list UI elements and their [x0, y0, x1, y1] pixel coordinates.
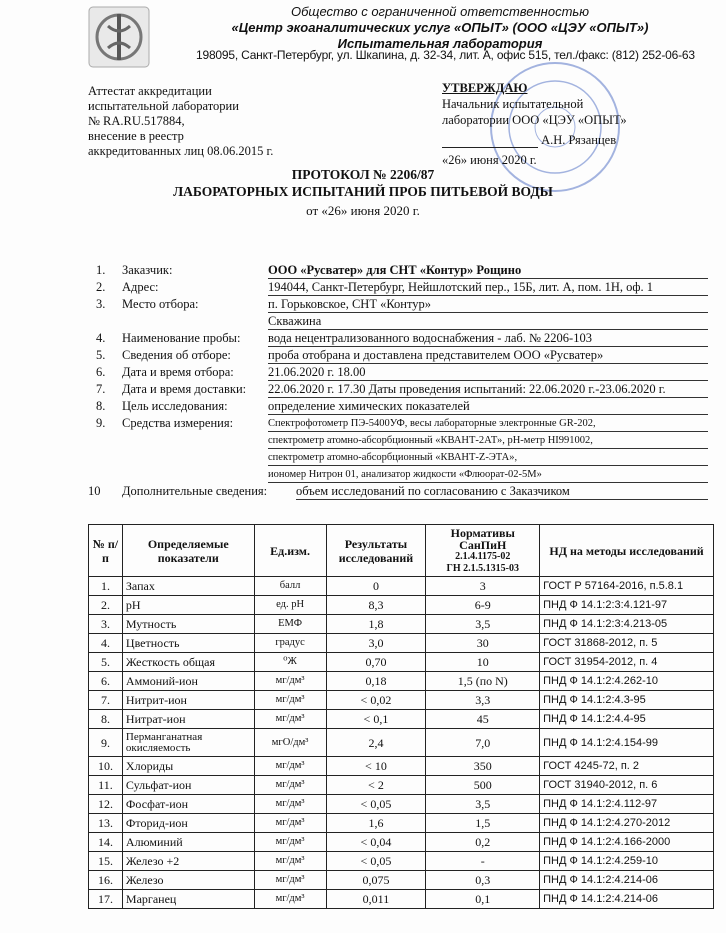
row-num: 9. [89, 729, 123, 757]
org-line2: «Центр экоаналитических услуг «ОПЫТ» (ООО «ЦЭУ «ОПЫТ») [231, 20, 649, 35]
info-row [88, 432, 708, 449]
org-line1: Общество с ограниченной ответственностью [290, 4, 590, 19]
row-name: Железо [122, 871, 254, 890]
info-num: 2. [96, 280, 106, 294]
info-label: Дата и время доставки: [122, 382, 247, 396]
table-row [89, 729, 714, 757]
header-method: НД на методы исследований [540, 525, 714, 577]
row-num: 17. [89, 890, 123, 909]
protocol-date: от «26» июня 2020 г. [306, 203, 420, 218]
info-value: спектрометр атомно-абсорбционный «КВАНТ-2АТ», рН-метр HI991002, [268, 432, 708, 449]
accred-line1: Аттестат аккредитации [88, 84, 212, 98]
organization-header [170, 4, 710, 52]
row-result: < 2 [326, 776, 426, 795]
row-name: Железо +2 [122, 852, 254, 871]
row-norm: 0,3 [426, 871, 540, 890]
approval-signer: А.Н. Рязанцев [541, 133, 617, 147]
info-value: спектрометр атомно-абсорбционный «КВАНТ-Z-ЭТА», [268, 449, 708, 466]
row-norm: 0,1 [426, 890, 540, 909]
info-num: 3. [96, 297, 106, 311]
row-name: Мутность [122, 615, 254, 634]
info-value: определение химических показателей [268, 398, 708, 415]
table-row [89, 634, 714, 653]
row-num: 16. [89, 871, 123, 890]
approval-date: «26» июня 2020 г. [442, 153, 537, 167]
accred-line5: аккредитованных лиц 08.06.2015 г. [88, 144, 274, 158]
row-norm: 3,5 [426, 615, 540, 634]
info-value: 21.06.2020 г. 18.00 [268, 364, 708, 381]
header-norm-line3: 2.1.4.1175-02 [455, 550, 511, 562]
table-row [89, 596, 714, 615]
header-norm-line4: ГН 2.1.5.1315-03 [446, 562, 519, 574]
row-norm: - [426, 852, 540, 871]
info-list [88, 262, 708, 500]
row-num: 5. [89, 653, 123, 672]
row-method: ПНД Ф 14.1:2:4.259-10 [540, 852, 714, 871]
row-result: < 0,1 [326, 710, 426, 729]
row-name: Запах [122, 577, 254, 596]
row-name: Алюминий [122, 833, 254, 852]
row-unit: мг/дм³ [254, 757, 326, 776]
row-unit: мг/дм³ [254, 814, 326, 833]
accred-line3: № RA.RU.517884, [88, 114, 185, 128]
row-unit: мгО/дм³ [254, 729, 326, 757]
row-num: 10. [89, 757, 123, 776]
table-row [89, 577, 714, 596]
row-num: 8. [89, 710, 123, 729]
row-name: Сульфат-ион [122, 776, 254, 795]
row-result: < 10 [326, 757, 426, 776]
header-norm [426, 525, 540, 577]
row-method: ПНД Ф 14.1:2:4.4-95 [540, 710, 714, 729]
info-row-extra [88, 483, 708, 500]
row-method: ПНД Ф 14.1:2:4.214-06 [540, 871, 714, 890]
row-unit: градус [254, 634, 326, 653]
row-result: 0,075 [326, 871, 426, 890]
row-num: 3. [89, 615, 123, 634]
row-method: ГОСТ 4245-72, п. 2 [540, 757, 714, 776]
row-num: 6. [89, 672, 123, 691]
row-result: < 0,05 [326, 852, 426, 871]
row-method: ПНД Ф 14.1:2:3:4.121-97 [540, 596, 714, 615]
row-result: 2,4 [326, 729, 426, 757]
org-line3: Испытательная лаборатория [337, 36, 543, 51]
row-unit: мг/дм³ [254, 871, 326, 890]
table-row [89, 833, 714, 852]
header-norm-line2: СанПиН [459, 537, 507, 552]
row-norm: 45 [426, 710, 540, 729]
info-row [88, 262, 708, 279]
row-unit: мг/дм³ [254, 795, 326, 814]
row-result: 1,8 [326, 615, 426, 634]
info-label: Место отбора: [122, 297, 199, 311]
info-row [88, 330, 708, 347]
row-result: < 0,02 [326, 691, 426, 710]
row-result: 0,011 [326, 890, 426, 909]
info-row [88, 449, 708, 466]
row-result: 3,0 [326, 634, 426, 653]
table-row [89, 852, 714, 871]
row-method: ПНД Ф 14.1:2:4.3-95 [540, 691, 714, 710]
info-value: иономер Нитрон 01, анализатор жидкости «Флюорат-02-5М» [268, 466, 708, 483]
row-method: ГОСТ 31954-2012, п. 4 [540, 653, 714, 672]
info-value: Скважина [268, 313, 708, 330]
row-name: Марганец [122, 890, 254, 909]
row-name: Перманганатная окисляемость [122, 729, 254, 757]
row-unit: мг/дм³ [254, 672, 326, 691]
table-row [89, 890, 714, 909]
accreditation-block [88, 84, 273, 159]
row-name: Фторид-ион [122, 814, 254, 833]
row-num: 11. [89, 776, 123, 795]
info-num: 1. [96, 263, 106, 277]
approval-line2: лаборатории ООО «ЦЭУ «ОПЫТ» [442, 113, 627, 127]
table-row [89, 871, 714, 890]
approval-line1: Начальник испытательной [442, 97, 584, 111]
header-name: Определяемые показатели [122, 525, 254, 577]
row-norm: 10 [426, 653, 540, 672]
approval-block [442, 80, 712, 168]
row-norm: 6-9 [426, 596, 540, 615]
info-num: 8. [96, 399, 106, 413]
table-row [89, 776, 714, 795]
row-name: Фосфат-ион [122, 795, 254, 814]
info-label: Дата и время отбора: [122, 365, 234, 379]
row-method: ГОСТ Р 57164-2016, п.5.8.1 [540, 577, 714, 596]
row-name: pH [122, 596, 254, 615]
header-unit: Ед.изм. [254, 525, 326, 577]
row-num: 15. [89, 852, 123, 871]
row-unit: балл [254, 577, 326, 596]
signature-line [442, 147, 538, 148]
row-method: ПНД Ф 14.1:2:4.154-99 [540, 729, 714, 757]
info-label: Наименование пробы: [122, 331, 241, 345]
info-value: объем исследований по согласованию с Заказчиком [296, 483, 708, 500]
row-unit: ⁰Ж [254, 653, 326, 672]
row-num: 12. [89, 795, 123, 814]
header-num: № п/п [89, 525, 123, 577]
protocol-subtitle: ЛАБОРАТОРНЫХ ИСПЫТАНИЙ ПРОБ ПИТЬЕВОЙ ВОДЫ [173, 184, 553, 199]
row-method: ПНД Ф 14.1:2:3:4.213-05 [540, 615, 714, 634]
table-row [89, 615, 714, 634]
row-name: Жесткость общая [122, 653, 254, 672]
org-address: 198095, Санкт-Петербург, ул. Шкапина, д. 32-34, лит. А, офис 515, тел./факс: (812) 252-06-63 [196, 48, 695, 62]
row-method: ПНД Ф 14.1:2:4.270-2012 [540, 814, 714, 833]
row-num: 13. [89, 814, 123, 833]
info-label: Сведения об отборе: [122, 348, 231, 362]
info-row [88, 381, 708, 398]
info-label: Дополнительные сведения: [122, 484, 268, 498]
row-method: ПНД Ф 14.1:2:4.214-06 [540, 890, 714, 909]
accred-line4: внесение в реестр [88, 129, 184, 143]
info-value: Спектрофотометр ПЭ-5400УФ, весы лабораторные электронные GR-202, [268, 415, 708, 432]
info-label: Адрес: [122, 280, 159, 294]
row-method: ПНД Ф 14.1:2:4.112-97 [540, 795, 714, 814]
accred-line2: испытательной лаборатории [88, 99, 239, 113]
row-method: ПНД Ф 14.1:2:4.262-10 [540, 672, 714, 691]
info-row [88, 415, 708, 432]
row-result: < 0,04 [326, 833, 426, 852]
row-unit: мг/дм³ [254, 852, 326, 871]
results-table [88, 524, 714, 909]
row-method: ГОСТ 31940-2012, п. 6 [540, 776, 714, 795]
row-result: 8,3 [326, 596, 426, 615]
info-value: ООО «Русватер» для СНТ «Контур» Рощино [268, 262, 708, 279]
table-row [89, 757, 714, 776]
row-name: Хлориды [122, 757, 254, 776]
table-row [89, 672, 714, 691]
info-row [88, 296, 708, 313]
row-norm: 30 [426, 634, 540, 653]
row-norm: 3,3 [426, 691, 540, 710]
row-norm: 0,2 [426, 833, 540, 852]
row-norm: 7,0 [426, 729, 540, 757]
lab-logo-icon [88, 6, 150, 68]
table-row [89, 653, 714, 672]
info-label: Заказчик: [122, 263, 173, 277]
row-num: 1. [89, 577, 123, 596]
info-label: Цель исследования: [122, 399, 228, 413]
row-result: < 0,05 [326, 795, 426, 814]
row-num: 14. [89, 833, 123, 852]
header-norm-line1: Нормативы [450, 525, 515, 540]
info-value: проба отобрана и доставлена представителем ООО «Русватер» [268, 347, 708, 364]
table-row [89, 710, 714, 729]
info-num: 5. [96, 348, 106, 362]
table-header-row [89, 525, 714, 577]
row-unit: мг/дм³ [254, 776, 326, 795]
info-num: 4. [96, 331, 106, 345]
header-result: Результаты исследований [326, 525, 426, 577]
info-row [88, 364, 708, 381]
row-unit: мг/дм³ [254, 833, 326, 852]
info-value: 194044, Санкт-Петербург, Нейшлотский пер., 15Б, лит. А, пом. 1Н, оф. 1 [268, 279, 708, 296]
row-norm: 350 [426, 757, 540, 776]
info-value: п. Горьковское, СНТ «Контур» [268, 296, 708, 313]
row-unit: мг/дм³ [254, 691, 326, 710]
row-name: Нитрат-ион [122, 710, 254, 729]
info-num: 10 [88, 484, 101, 498]
row-name: Аммоний-ион [122, 672, 254, 691]
info-label: Средства измерения: [122, 416, 234, 430]
table-row [89, 795, 714, 814]
row-num: 2. [89, 596, 123, 615]
info-value: 22.06.2020 г. 17.30 Даты проведения испытаний: 22.06.2020 г.-23.06.2020 г. [268, 381, 708, 398]
approval-heading: УТВЕРЖДАЮ [442, 81, 528, 95]
row-name: Нитрит-ион [122, 691, 254, 710]
table-row [89, 814, 714, 833]
info-row [88, 398, 708, 415]
info-row [88, 466, 708, 483]
row-norm: 1,5 [426, 814, 540, 833]
row-name: Цветность [122, 634, 254, 653]
row-num: 4. [89, 634, 123, 653]
row-unit: ЕМФ [254, 615, 326, 634]
row-norm: 3,5 [426, 795, 540, 814]
row-norm: 500 [426, 776, 540, 795]
row-result: 0 [326, 577, 426, 596]
row-result: 0,70 [326, 653, 426, 672]
row-num: 7. [89, 691, 123, 710]
row-result: 1,6 [326, 814, 426, 833]
row-method: ГОСТ 31868-2012, п. 5 [540, 634, 714, 653]
row-norm: 1,5 (по N) [426, 672, 540, 691]
row-result: 0,18 [326, 672, 426, 691]
protocol-number: ПРОТОКОЛ № 2206/87 [291, 167, 435, 182]
info-row [88, 279, 708, 296]
row-unit: мг/дм³ [254, 890, 326, 909]
info-row [88, 347, 708, 364]
info-num: 6. [96, 365, 106, 379]
table-row [89, 691, 714, 710]
row-method: ПНД Ф 14.1:2:4.166-2000 [540, 833, 714, 852]
info-num: 9. [96, 416, 106, 430]
row-unit: мг/дм³ [254, 710, 326, 729]
info-value: вода нецентрализованного водоснабжения - лаб. № 2206-103 [268, 330, 708, 347]
info-num: 7. [96, 382, 106, 396]
row-unit: ед. pH [254, 596, 326, 615]
info-row [88, 313, 708, 330]
row-norm: 3 [426, 577, 540, 596]
